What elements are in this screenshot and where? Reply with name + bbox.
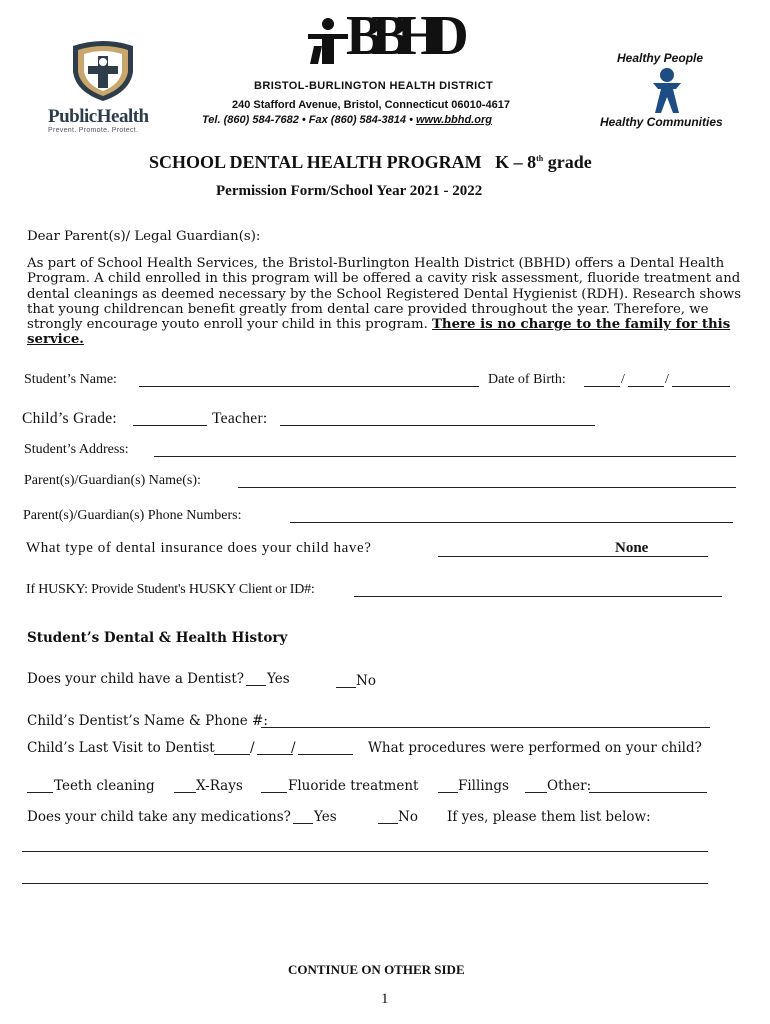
org-name: BRISTOL-BURLINGTON HEALTH DISTRICT	[254, 80, 494, 92]
grade-label: Child’s Grade:	[22, 410, 118, 427]
xrays-blank[interactable]	[174, 792, 196, 793]
org-contact-line: Tel. (860) 584-7682 • Fax (860) 584-3814 • www.bbhd.org	[202, 114, 492, 126]
procedure-option-teeth-cleaning: Teeth cleaning	[54, 778, 155, 794]
student-name-field[interactable]	[139, 386, 479, 387]
has-dentist-label: Does your child have a Dentist?	[27, 671, 245, 687]
last-visit-separator: /	[291, 740, 296, 756]
dentist-name-phone-label: Child’s Dentist’s Name & Phone #:	[27, 713, 268, 729]
no-charge-notice-end: service.	[27, 332, 84, 348]
public-health-wordmark	[48, 108, 149, 135]
dob-day-field[interactable]	[628, 386, 664, 387]
last-visit-month-field[interactable]	[214, 754, 250, 755]
org-website-link[interactable]: www.bbhd.org	[416, 114, 492, 126]
insurance-label: What type of dental insurance does your child have?	[26, 540, 372, 556]
letter-body	[27, 256, 741, 348]
address-field[interactable]	[154, 456, 736, 457]
medications-label: Does your child take any medications?	[27, 809, 291, 825]
org-address: 240 Stafford Avenue, Bristol, Connecticut 06010-4617	[232, 99, 510, 111]
guardian-name-field[interactable]	[238, 487, 736, 488]
fillings-blank[interactable]	[438, 792, 458, 793]
address-label: Student’s Address:	[24, 442, 129, 457]
medications-list-line[interactable]	[22, 883, 708, 884]
page-number: 1	[381, 991, 389, 1007]
grade-range: K – 8	[495, 152, 537, 172]
form-title	[149, 152, 592, 173]
dob-separator: /	[665, 372, 669, 387]
procedure-option-fluoride: Fluoride treatment	[288, 778, 419, 794]
program-title: SCHOOL DENTAL HEALTH PROGRAM	[149, 152, 482, 172]
no-charge-notice: There is no charge to the family for this	[432, 317, 731, 333]
has-dentist-no-label: No	[356, 673, 376, 689]
guardian-phone-label: Parent(s)/Guardian(s) Phone Numbers:	[23, 508, 242, 523]
last-visit-day-field[interactable]	[257, 754, 293, 755]
procedures-question: What procedures were performed on your child?	[368, 740, 702, 756]
form-subtitle: Permission Form/School Year 2021 - 2022	[216, 183, 483, 199]
medications-yes-blank[interactable]	[293, 823, 313, 824]
healthy-people-text: Healthy People	[617, 51, 704, 65]
dob-label: Date of Birth:	[488, 372, 566, 387]
logo-wordmark-text: PublicHealth	[48, 106, 149, 127]
student-name-label: Student’s Name:	[24, 372, 117, 387]
dob-month-field[interactable]	[584, 386, 620, 387]
shield-icon	[68, 38, 138, 102]
letter-line	[27, 317, 741, 332]
fluoride-blank[interactable]	[261, 792, 287, 793]
letter-line: that young childrencan benefit greatly from dental care provided throughout the year. Therefore, we	[27, 301, 709, 317]
insurance-field[interactable]	[438, 556, 708, 557]
salutation: Dear Parent(s)/ Legal Guardian(s):	[27, 229, 261, 244]
teacher-label: Teacher:	[212, 410, 268, 427]
dob-separator: /	[621, 372, 625, 387]
healthy-communities-text: Healthy Communities	[600, 115, 723, 129]
medications-no-blank[interactable]	[378, 823, 398, 824]
other-blank[interactable]	[525, 792, 547, 793]
grade-field[interactable]	[133, 425, 207, 426]
org-fax: Fax (860) 584-3814	[308, 114, 407, 126]
other-procedure-field[interactable]	[589, 792, 707, 793]
husky-id-field[interactable]	[354, 596, 722, 597]
insurance-value: None	[615, 540, 649, 556]
guardian-name-label: Parent(s)/Guardian(s) Name(s):	[24, 473, 201, 488]
medications-no-label: No	[398, 809, 418, 825]
logo-tagline: Prevent. Promote. Protect.	[48, 127, 139, 134]
person-icon	[649, 67, 685, 115]
continue-notice: CONTINUE ON OTHER SIDE	[288, 962, 465, 977]
last-visit-separator: /	[250, 740, 255, 756]
procedure-option-xrays: X-Rays	[196, 778, 243, 794]
procedure-option-other: Other:	[547, 778, 592, 794]
org-tel: Tel. (860) 584-7682	[202, 114, 299, 126]
has-dentist-no-blank[interactable]	[336, 687, 356, 688]
husky-label: If HUSKY: Provide Student's HUSKY Client or ID#:	[26, 582, 315, 597]
teacher-field[interactable]	[280, 425, 595, 426]
last-visit-label: Child’s Last Visit to Dentist	[27, 740, 215, 756]
last-visit-year-field[interactable]	[298, 754, 353, 755]
history-heading: Student’s Dental & Health History	[27, 630, 288, 646]
bbhd-logo-letters: BBHD	[346, 5, 457, 67]
medications-yes-label: Yes	[314, 809, 337, 825]
has-dentist-yes-blank[interactable]	[246, 685, 266, 686]
has-dentist-yes-label: Yes	[267, 671, 290, 687]
dentist-name-phone-field[interactable]	[261, 727, 710, 728]
dob-year-field[interactable]	[672, 386, 730, 387]
teeth-cleaning-blank[interactable]	[27, 792, 53, 793]
grade-superscript: th	[536, 154, 544, 163]
medications-list-line[interactable]	[22, 851, 708, 852]
medications-list-instruction: If yes, please them list below:	[447, 809, 651, 825]
grade-suffix: grade	[543, 152, 592, 172]
letter-line-plain: strongly encourage youto enroll your child in this program.	[27, 317, 433, 333]
procedure-option-fillings: Fillings	[458, 778, 509, 794]
guardian-phone-field[interactable]	[290, 522, 733, 523]
letter-line: As part of School Health Services, the Bristol-Burlington Health District (BBHD) offers a Dental Health	[27, 256, 725, 271]
letter-line: Program. A child enrolled in this program will be offered a cavity risk assessment, fluoride treatment and	[27, 271, 741, 287]
letter-line: dental cleanings as deemed necessary by the School Registered Dental Hygienist (RDH). Research shows	[27, 286, 742, 302]
